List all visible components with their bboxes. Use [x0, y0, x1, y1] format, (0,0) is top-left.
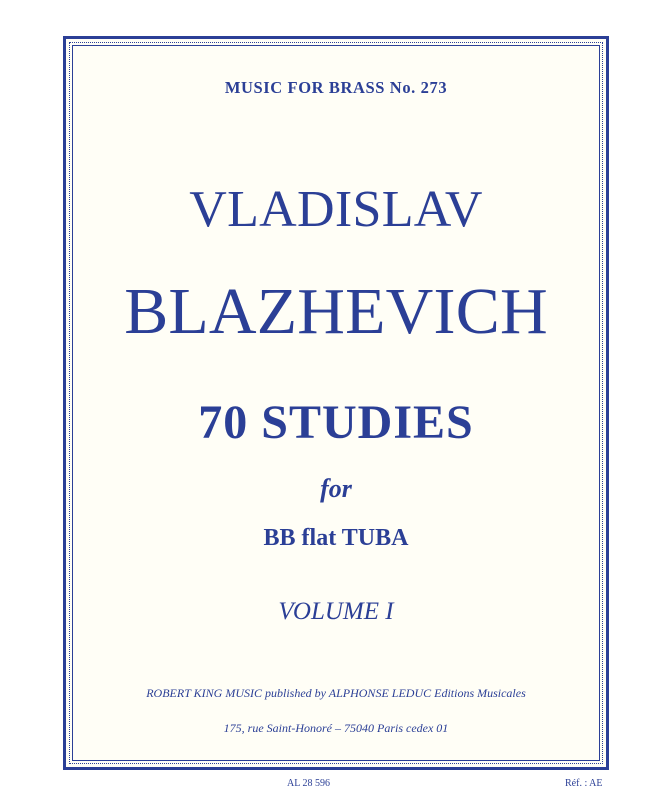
- reference-code: Réf. : AE: [565, 778, 603, 789]
- composer-first-name: VLADISLAV: [189, 181, 483, 238]
- series-label: MUSIC FOR BRASS No. 273: [224, 78, 448, 97]
- publisher-address: 175, rue Saint-Honoré – 75040 Paris cedex 01: [223, 721, 449, 735]
- volume-label: VOLUME I: [278, 598, 394, 625]
- publisher-line: ROBERT KING MUSIC published by ALPHONSE LEDUC Editions Musicales: [146, 686, 526, 700]
- work-title: 70 STUDIES: [198, 396, 474, 449]
- instrument-label: BB flat TUBA: [263, 525, 409, 551]
- composer-last-name: BLAZHEVICH: [124, 275, 548, 348]
- for-label: for: [320, 474, 352, 503]
- decorative-border-frame: [63, 36, 609, 770]
- catalog-number: AL 28 596: [287, 778, 330, 789]
